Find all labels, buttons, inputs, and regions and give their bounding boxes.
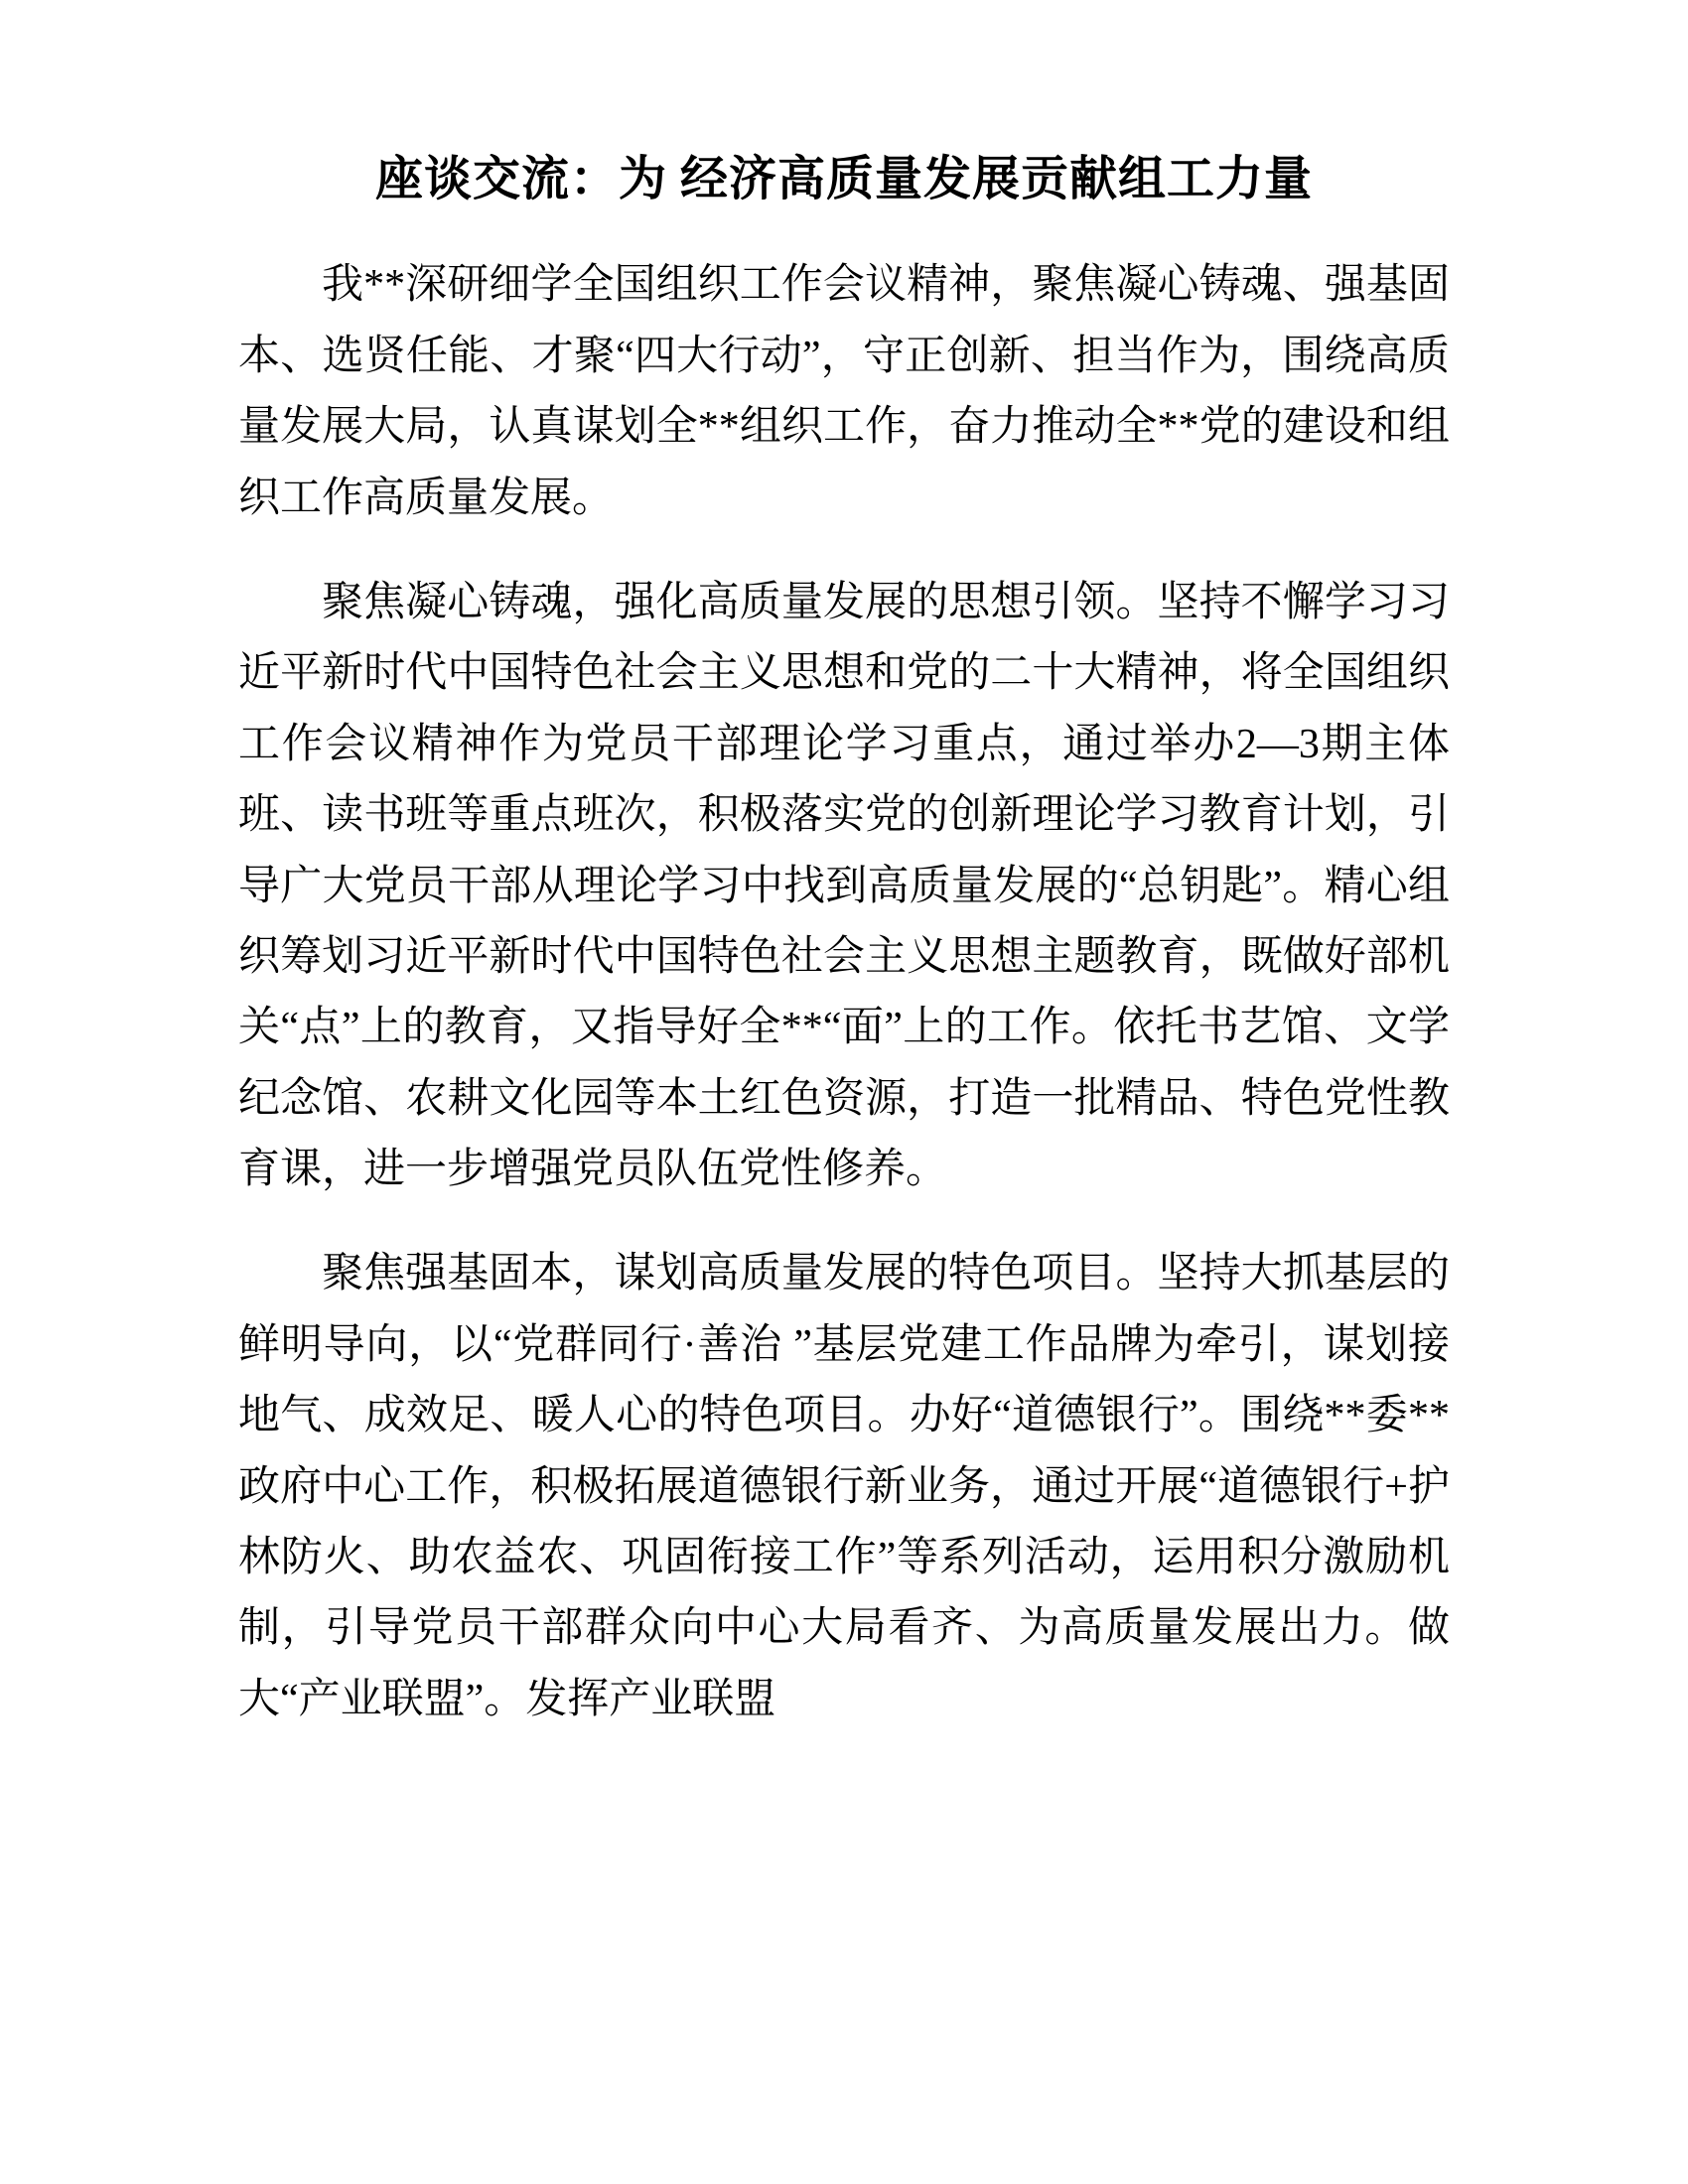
- paragraph-section-2: 聚焦强基固本，谋划高质量发展的特色项目。坚持大抓基层的鲜明导向，以“党群同行·善治 ”基层党建工作品牌为牵引，谋划接地气、成效足、暖人心的特色项目。办好“道德银行”。围绕**委**政府中心工作，积极拓展道德银行新业务，通过开展“道德银行+护林防火、助农益农、巩固衔接工作”等系列活动，运用积分激励机制，引导党员干部群众向中心大局看齐、为高质量发展出力。做大“产业联盟”。发挥产业联盟: [238, 1251, 1450, 1722]
- paragraph-section-1: 聚焦凝心铸魂，强化高质量发展的思想引领。坚持不懈学习习近平新时代中国特色社会主义思想和党的二十大精神，将全国组织工作会议精神作为党员干部理论学习重点，通过举办2—3期主体班、读书班等重点班次，积极落实党的创新理论学习教育计划，引导广大党员干部从理论学习中找到高质量发展的“总钥匙”。精心组织筹划习近平新时代中国特色社会主义思想主题教育，既做好部机关“点”上的教育，又指导好全**“面”上的工作。依托书艺馆、文学纪念馆、农耕文化园等本土红色资源，打造一批精品、特色党性教育课，进一步增强党员队伍党性修养。: [238, 579, 1450, 1193]
- paragraph-intro: 我**深研细学全国组织工作会议精神，聚焦凝心铸魂、强基固本、选贤任能、才聚“四大行动”，守正创新、担当作为，围绕高质量发展大局，认真谋划全**组织工作，奋力推动全**党的建设和组织工作高质量发展。: [238, 262, 1450, 521]
- document-title: 座谈交流：为 经济高质量发展贡献组工力量: [374, 153, 1313, 205]
